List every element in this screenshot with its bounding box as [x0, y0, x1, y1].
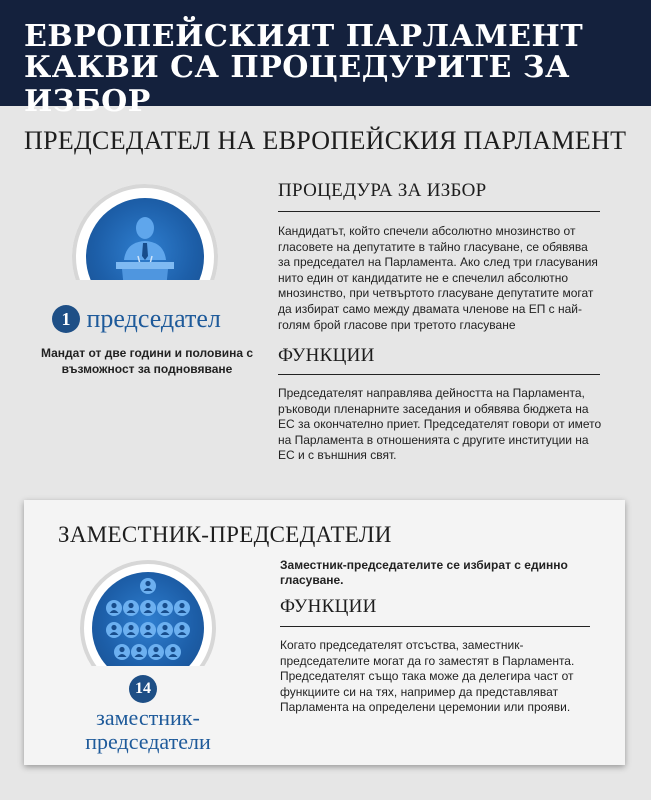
vice-functions-heading: ФУНКЦИИ	[280, 596, 377, 617]
president-functions-heading: ФУНКЦИИ	[278, 345, 375, 366]
president-count-label	[52, 302, 221, 334]
vice-icon-wrapper	[80, 560, 216, 666]
person-icon	[157, 600, 173, 616]
vice-functions-divider	[280, 626, 590, 627]
person-icon	[106, 622, 122, 638]
person-icon	[148, 644, 164, 660]
vice-functions-text: Когато председателят отсъства, заместник-председателите могат да го заместят в Парламента. Председателят също така може да делегира част от функциите си на тях, например да представляват Парламента на определени церемонии или прояви.	[280, 638, 575, 715]
person-icon	[165, 644, 181, 660]
person-icon	[123, 622, 139, 638]
procedure-divider	[278, 211, 600, 212]
president-section-title: ПРЕДСЕДАТЕЛ НА ЕВРОПЕЙСКИЯ ПАРЛАМЕНТ	[24, 126, 627, 155]
president-functions-divider	[278, 374, 600, 375]
vice-count-badge-wrap	[129, 675, 157, 703]
vice-count-badge: 14	[129, 675, 157, 703]
person-icon	[174, 600, 190, 616]
person-icon	[140, 622, 156, 638]
president-functions-text: Председателят направлява дейността на Парламента, ръководи пленарните заседания и обявява бюджета на ЕС за окончателно приет. Председателят говори от името на Парламента в отношенията с другите институции на ЕС и с външния свят.	[278, 386, 602, 463]
page-title-line1: ЕВРОПЕЙСКИЯТ ПАРЛАМЕНТ	[24, 19, 584, 54]
vice-section-title: ЗАМЕСТНИК-ПРЕДСЕДАТЕЛИ	[58, 522, 392, 547]
person-icon	[157, 622, 173, 638]
procedure-text: Кандидатът, който спечели абсолютно мнозинство от гласовете на депутатите в тайно гласуване, се обявява за председател на Парламента. Ако след три гласувания нито един от кандидатите не е спечелил абсолютно мнозинство, при четвъртото гласуване депутатите могат да избират само между двамата членове на ЕП с най-голям брой гласове при третото гласуване	[278, 224, 598, 332]
procedure-heading: ПРОЦЕДУРА ЗА ИЗБОР	[278, 180, 487, 201]
person-icon	[114, 644, 130, 660]
person-icon	[106, 600, 122, 616]
person-icon	[140, 578, 156, 594]
person-icon	[131, 644, 147, 660]
vice-count-label-line1: заместник-	[96, 705, 200, 730]
person-icon	[140, 600, 156, 616]
vice-presidents-card	[24, 500, 625, 765]
president-icon-wrapper	[72, 184, 218, 280]
vice-count-label-line2: председатели	[85, 729, 211, 754]
president-mandate: Мандат от две години и половина с възможност за подновяване	[40, 346, 254, 376]
vice-election-text: Заместник-председателите се избират с единно гласуване.	[280, 558, 568, 587]
page-title-line2: КАКВИ СА ПРОЦЕДУРИТЕ ЗА ИЗБОР	[24, 50, 570, 119]
president-count-badge: 1	[52, 305, 80, 333]
president-count-text: председател	[86, 304, 221, 334]
vice-count-label	[68, 706, 228, 754]
person-icon	[123, 600, 139, 616]
person-icon	[174, 622, 190, 638]
page-header	[0, 0, 651, 119]
